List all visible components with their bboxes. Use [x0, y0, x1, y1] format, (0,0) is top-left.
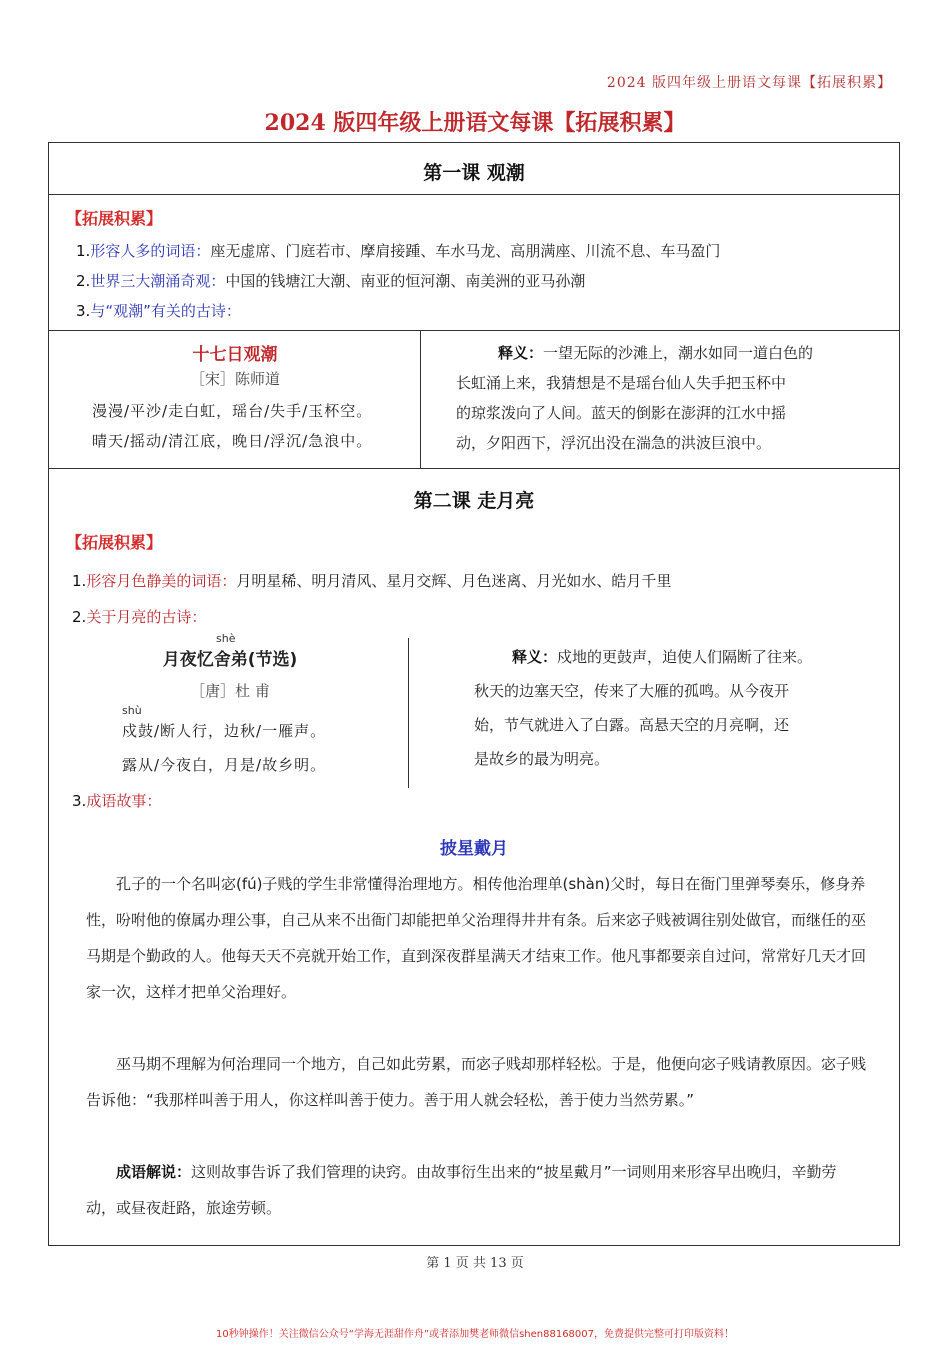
lesson2-tag: 【拓展积累】 [66, 533, 163, 552]
column-divider [420, 330, 421, 468]
page-title: 2024 版四年级上册语文每课【拓展积累】 [264, 110, 686, 136]
promo-banner: 10秒钟操作！关注微信公众号“学海无涯甜作舟”或者添加樊老师微信shen88168007，免费提供完整可打印版资料！ [215, 1329, 735, 1340]
story-paragraph-2: 巫马期不理解为何治理同一个地方，自己如此劳累，而宓子贱却那样轻松。于是，他便向宓子贱请教原因。宓子贱告诉他：“我那样叫善于用人，你这样叫善于使力。善于用人就会轻松，善于使力当然劳累。” [86, 1055, 867, 1109]
header-subtitle: 2024 版四年级上册语文每课【拓展积累】 [606, 75, 892, 91]
pinyin-she: shè [216, 632, 236, 645]
lesson2-poem-title: 月夜忆舍弟(节选) [162, 650, 298, 670]
lesson1-poem-author: ［宋］陈师道 [189, 370, 280, 388]
lesson2-title: 第二课 走月亮 [413, 490, 535, 512]
lesson1-tag: 【拓展积累】 [66, 209, 163, 228]
story-paragraph-1: 孔子的一个名叫宓(fú)子贱的学生非常懂得治理地方。相传他治理单(shàn)父时，每日在衙门里弹琴奏乐，修身养性，吩咐他的僚属办理公事，自己从来不出衙门却能把单父治理得井井有条。后来宓子贱被调往别处做官，而继任的巫马期是个勤政的人。他每天天不亮就开始工作，直到深夜群星满天才结束工作。他凡事都要亲自过问，常常好几天才回家一次，这样才把单父治理好。 [86, 875, 867, 1001]
lesson1-shiyi-line-3: 的琼浆泼向了人间。蓝天的倒影在澎湃的江水中摇 [456, 404, 787, 422]
lesson1-item-3: 3.与“观潮”有关的古诗： [76, 302, 241, 320]
lesson2-shiyi-line-1: 释义：戍地的更鼓声，迫使人们隔断了往来。 [512, 648, 813, 666]
lesson2-poem-line-1: 戍鼓/断人行，边秋/一雁声。 [122, 722, 327, 740]
divider [48, 468, 900, 469]
lesson2-item-1: 1.形容月色静美的词语：月明星稀、明月清风、星月交辉、月色迷离、月光如水、皓月千里 [72, 572, 672, 590]
lesson2-poem-author: ［唐］杜 甫 [190, 682, 270, 700]
lesson2-item-3: 3.成语故事： [72, 792, 162, 810]
lesson2-shiyi-line-2: 秋天的边塞天空，传来了大雁的孤鸣。从今夜开 [474, 682, 790, 700]
pinyin-shu: shù [122, 704, 142, 717]
lesson2-shiyi-line-4: 是故乡的最为明亮。 [474, 750, 610, 768]
story-title: 披星戴月 [440, 839, 508, 859]
lesson1-item-2: 2.世界三大潮涌奇观：中国的钱塘江大潮、南亚的恒河潮、南美洲的亚马孙潮 [76, 272, 586, 290]
page-number: 第 1 页 共 13 页 [426, 1256, 524, 1271]
divider [48, 194, 900, 195]
lesson1-item-1: 1.形容人多的词语：座无虚席、门庭若市、摩肩接踵、车水马龙、高朋满座、川流不息、车马盈门 [76, 242, 721, 260]
column-divider [408, 638, 409, 788]
lesson2-poem-line-2: 露从/今夜白，月是/故乡明。 [122, 756, 327, 774]
lesson1-poem-line-2: 晴天/摇动/清江底，晚日/浮沉/急浪中。 [92, 432, 373, 450]
lesson1-shiyi-line-2: 长虹涌上来，我猜想是不是瑶台仙人失手把玉杯中 [456, 374, 787, 392]
lesson1-title: 第一课 观潮 [423, 162, 525, 184]
story-idiom-note: 成语解说：这则故事告诉了我们管理的诀窍。由故事衍生出来的“披星戴月”一词则用来形容早出晚归，辛勤劳动，或昼夜赶路，旅途劳顿。 [86, 1163, 837, 1217]
lesson2-shiyi-line-3: 始，节气就进入了白露。高悬天空的月亮啊，还 [474, 716, 790, 734]
lesson1-poem-line-1: 漫漫/平沙/走白虹，瑶台/失手/玉杯空。 [92, 402, 373, 420]
lesson1-shiyi-line-1: 释义：一望无际的沙滩上，潮水如同一道白色的 [498, 344, 814, 362]
lesson1-poem-title: 十七日观潮 [192, 345, 278, 365]
lesson2-item-2: 2.关于月亮的古诗： [72, 608, 207, 626]
divider [48, 330, 900, 331]
lesson1-shiyi-line-4: 动，夕阳西下，浮沉出没在湍急的洪波巨浪中。 [456, 434, 772, 452]
